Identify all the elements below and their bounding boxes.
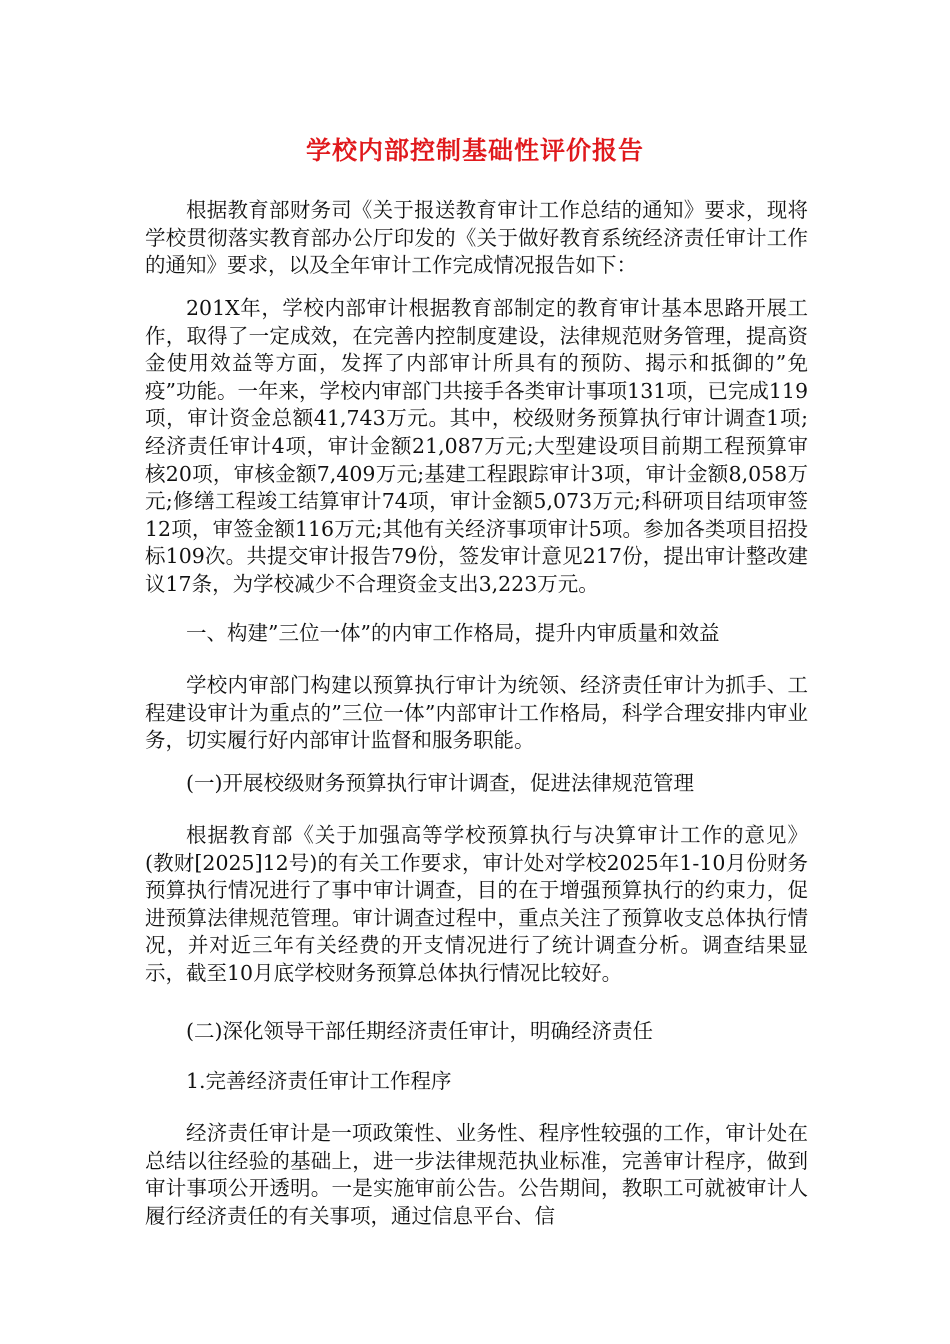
paragraph-procedure	[145, 1120, 808, 1230]
paragraph-intro	[145, 197, 808, 280]
subsection-heading-2	[145, 1018, 808, 1046]
heading-text: 一、构建”三位一体”的内审工作格局，提升内审质量和效益	[186, 621, 720, 645]
heading-text: (二)深化领导干部任期经济责任审计，明确经济责任	[186, 1019, 653, 1043]
paragraph-text: 学校内审部门构建以预算执行审计为统领、经济责任审计为抓手、工程建设审计为重点的”三位一体”内部审计工作格局，科学合理安排内审业务，切实履行好内部审计监督和服务职能。	[145, 673, 808, 753]
document-title: 学校内部控制基础性评价报告	[305, 136, 644, 165]
paragraph-framework	[145, 672, 808, 755]
paragraph-text: 根据教育部财务司《关于报送教育审计工作总结的通知》要求，现将学校贯彻落实教育部办公厅印发的《关于做好教育系统经济责任审计工作的通知》要求，以及全年审计工作完成情况报告如下：	[145, 198, 808, 278]
subsection-heading-1	[145, 770, 808, 798]
item-heading-1	[145, 1068, 808, 1096]
paragraph-annual-summary	[145, 295, 808, 599]
paragraph-text: 根据教育部《关于加强高等学校预算执行与决算审计工作的意见》(教财[2025]12号)的有关工作要求，审计处对学校2025年1-10月份财务预算执行情况进行了事中审计调查，目的在于增强预算执行的约束力，促进预算法律规范管理。审计调查过程中，重点关注了预算收支总体执行情况，并对近三年有关经费的开支情况进行了统计调查分析。调查结果显示，截至10月底学校财务预算总体执行情况比较好。	[145, 823, 808, 985]
heading-text: 1.完善经济责任审计工作程序	[186, 1069, 452, 1093]
heading-text: (一)开展校级财务预算执行审计调查，促进法律规范管理	[186, 771, 694, 795]
paragraph-budget-audit	[145, 822, 808, 988]
paragraph-text: 经济责任审计是一项政策性、业务性、程序性较强的工作，审计处在总结以往经验的基础上，进一步法律规范执业标准，完善审计程序，做到审计事项公开透明。一是实施审前公告。公告期间，教职工可就被审计人履行经济责任的有关事项，通过信息平台、信	[145, 1121, 808, 1228]
paragraph-text: 201X年，学校内部审计根据教育部制定的教育审计基本思路开展工作，取得了一定成效，在完善内控制度建设，法律规范财务管理，提高资金使用效益等方面，发挥了内部审计所具有的预防、揭示和抵御的”免疫”功能。一年来，学校内审部门共接手各类审计事项131项，已完成119项，审计资金总额41,743万元。其中，校级财务预算执行审计调查1项;经济责任审计4项，审计金额21,087万元;大型建设项目前期工程预算审核20项，审核金额7,409万元;基建工程跟踪审计3项，审计金额8,058万元;修缮工程竣工结算审计74项，审计金额5,073万元;科研项目结项审签12项，审签金额116万元;其他有关经济事项审计5项。参加各类项目招投标109次。共提交审计报告79份，签发审计意见217份，提出审计整改建议17条，为学校减少不合理资金支出3,223万元。	[145, 296, 808, 596]
section-heading-1	[145, 620, 808, 648]
